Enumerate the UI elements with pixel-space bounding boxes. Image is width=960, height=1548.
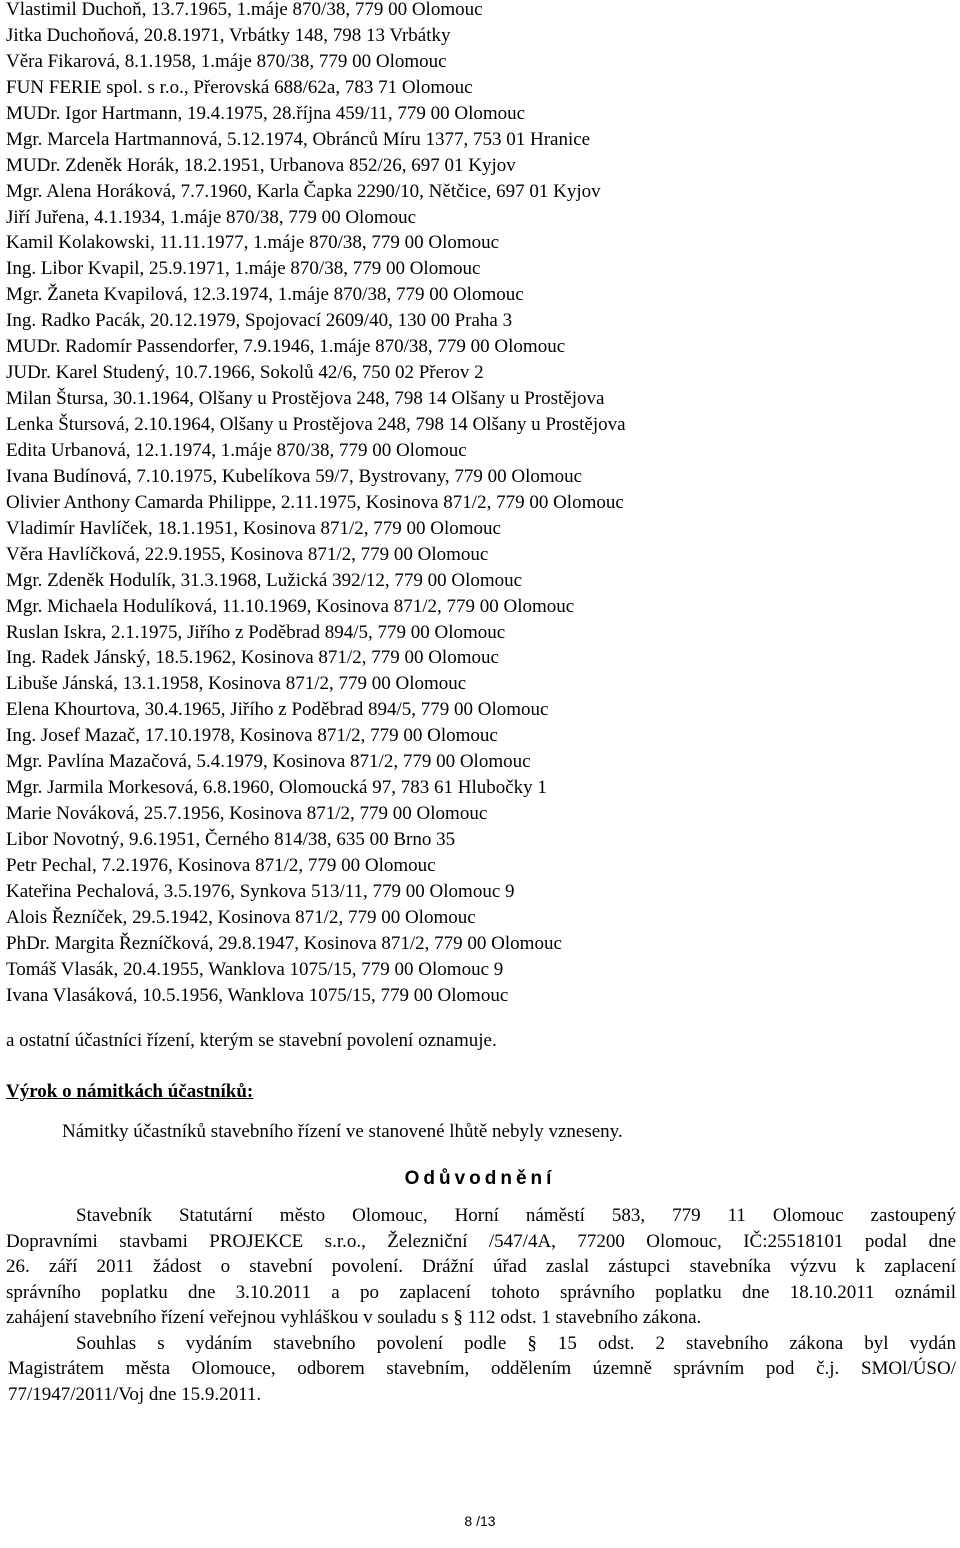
participant-line: Kateřina Pechalová, 3.5.1976, Synkova 513/11, 779 00 Olomouc 9 [6, 880, 515, 902]
participants-list [6, 0, 956, 1009]
page-number: 8 /13 [464, 1513, 496, 1529]
participant-line: Jitka Duchoňová, 20.8.1971, Vrbátky 148, 798 13 Vrbátky [6, 24, 451, 46]
participant-line: Mgr. Jarmila Morkesová, 6.8.1960, Olomoucká 97, 783 61 Hlubočky 1 [6, 777, 547, 799]
reasoning-line: Magistrátem města Olomouce, odborem stavebním, oddělením územně správním pod č.j. SMOl/ÚSO/ [8, 1358, 956, 1379]
participant-line: Mgr. Žaneta Kvapilová, 12.3.1974, 1.máje 870/38, 779 00 Olomouc [6, 284, 524, 306]
reasoning-line: zahájení stavebního řízení veřejnou vyhláškou v souladu s § 112 odst. 1 stavebního zákona. [6, 1307, 702, 1328]
participant-line: Vladimír Havlíček, 18.1.1951, Kosinova 871/2, 779 00 Olomouc [6, 517, 501, 539]
participant-line: PhDr. Margita Řezníčková, 29.8.1947, Kosinova 871/2, 779 00 Olomouc [6, 932, 562, 954]
participant-line: MUDr. Radomír Passendorfer, 7.9.1946, 1.máje 870/38, 779 00 Olomouc [6, 336, 566, 358]
participant-line: Vlastimil Duchoň, 13.7.1965, 1.máje 870/38, 779 00 Olomouc [6, 0, 483, 20]
participant-line: Věra Havlíčková, 22.9.1955, Kosinova 871/2, 779 00 Olomouc [6, 543, 489, 565]
participant-line: Ing. Radko Pacák, 20.12.1979, Spojovací 2609/40, 130 00 Praha 3 [6, 310, 513, 332]
participant-line: Ruslan Iskra, 2.1.1975, Jiřího z Poděbrad 894/5, 779 00 Olomouc [6, 621, 506, 643]
participant-line: JUDr. Karel Studený, 10.7.1966, Sokolů 42/6, 750 02 Přerov 2 [6, 362, 484, 384]
participant-line: Ivana Budínová, 7.10.1975, Kubelíkova 59/7, Bystrovany, 779 00 Olomouc [6, 465, 583, 487]
participant-line: Milan Štursa, 30.1.1964, Olšany u Prostějova 248, 798 14 Olšany u Prostějova [6, 388, 605, 410]
participant-line: Mgr. Pavlína Mazačová, 5.4.1979, Kosinova 871/2, 779 00 Olomouc [6, 751, 531, 773]
participant-line: Mgr. Zdeněk Hodulík, 31.3.1968, Lužická 392/12, 779 00 Olomouc [6, 569, 523, 591]
participant-line: MUDr. Zdeněk Horák, 18.2.1951, Urbanova 852/26, 697 01 Kyjov [6, 154, 516, 176]
participant-line: Věra Fikarová, 8.1.1958, 1.máje 870/38, 779 00 Olomouc [6, 50, 447, 72]
participant-line: Ivana Vlasáková, 10.5.1956, Wanklova 1075/15, 779 00 Olomouc [6, 984, 509, 1006]
participant-line: Edita Urbanová, 12.1.1974, 1.máje 870/38, 779 00 Olomouc [6, 439, 467, 461]
participant-line: Mgr. Marcela Hartmannová, 5.12.1974, Obránců Míru 1377, 753 01 Hranice [6, 128, 591, 150]
reasoning-line: 77/1947/2011/Voj dne 15.9.2011. [8, 1383, 262, 1405]
participant-line: Petr Pechal, 7.2.1976, Kosinova 871/2, 779 00 Olomouc [6, 854, 436, 876]
reasoning-line: správního poplatku dne 3.10.2011 a po zaplacení tohoto správního poplatku dne 18.10.2011 oznámil [6, 1281, 956, 1303]
objections-text: Námitky účastníků stavebního řízení ve stanovené lhůtě nebyly vzneseny. [62, 1121, 623, 1142]
participant-line: Olivier Anthony Camarda Philippe, 2.11.1975, Kosinova 871/2, 779 00 Olomouc [6, 491, 624, 513]
participant-line: MUDr. Igor Hartmann, 19.4.1975, 28.října 459/11, 779 00 Olomouc [6, 102, 526, 124]
participant-line: Ing. Libor Kvapil, 25.9.1971, 1.máje 870/38, 779 00 Olomouc [6, 258, 481, 280]
participant-line: Lenka Štursová, 2.10.1964, Olšany u Prostějova 248, 798 14 Olšany u Prostějova [6, 414, 626, 435]
participant-line: FUN FERIE spol. s r.o., Přerovská 688/62a, 783 71 Olomouc [6, 76, 473, 98]
closing-line: a ostatní účastníci řízení, kterým se stavební povolení oznamuje. [6, 1030, 497, 1051]
participant-line: Ing. Radek Jánský, 18.5.1962, Kosinova 871/2, 779 00 Olomouc [6, 647, 499, 669]
participant-line: Mgr. Alena Horáková, 7.7.1960, Karla Čapka 2290/10, Nětčice, 697 01 Kyjov [6, 180, 601, 202]
participant-line: Marie Nováková, 25.7.1956, Kosinova 871/2, 779 00 Olomouc [6, 803, 488, 825]
participant-line: Jiří Juřena, 4.1.1934, 1.máje 870/38, 779 00 Olomouc [6, 206, 417, 228]
participant-line: Libor Novotný, 9.6.1951, Černého 814/38, 635 00 Brno 35 [6, 829, 456, 850]
participant-line: Tomáš Vlasák, 20.4.1955, Wanklova 1075/15, 779 00 Olomouc 9 [6, 958, 504, 980]
participant-line: Mgr. Michaela Hodulíková, 11.10.1969, Kosinova 871/2, 779 00 Olomouc [6, 595, 575, 617]
participant-line: Ing. Josef Mazač, 17.10.1978, Kosinova 871/2, 779 00 Olomouc [6, 725, 498, 747]
reasoning-body [6, 1203, 956, 1407]
reasoning-line: Souhlas s vydáním stavebního povolení podle § 15 odst. 2 stavebního zákona byl vydán [76, 1332, 956, 1354]
participant-line: Kamil Kolakowski, 11.11.1977, 1.máje 870/38, 779 00 Olomouc [6, 232, 500, 254]
reasoning-title: Odůvodnění [404, 1168, 556, 1189]
participant-line: Elena Khourtova, 30.4.1965, Jiřího z Poděbrad 894/5, 779 00 Olomouc [6, 699, 549, 721]
participant-line: Alois Řezníček, 29.5.1942, Kosinova 871/2, 779 00 Olomouc [6, 906, 476, 928]
objections-heading: Výrok o námitkách účastníků: [6, 1081, 254, 1102]
reasoning-line: 26. září 2011 žádost o stavební povolení. Drážní úřad zaslal zástupci stavebníka výzvu k zaplacení [6, 1256, 956, 1277]
reasoning-line: Dopravními stavbami PROJEKCE s.r.o., Železniční /547/4A, 77200 Olomouc, IČ:25518101 podal dne [6, 1230, 956, 1252]
participant-line: Libuše Jánská, 13.1.1958, Kosinova 871/2, 779 00 Olomouc [6, 673, 467, 695]
reasoning-line: Stavebník Statutární město Olomouc, Horní náměstí 583, 779 11 Olomouc zastoupený [76, 1205, 956, 1226]
